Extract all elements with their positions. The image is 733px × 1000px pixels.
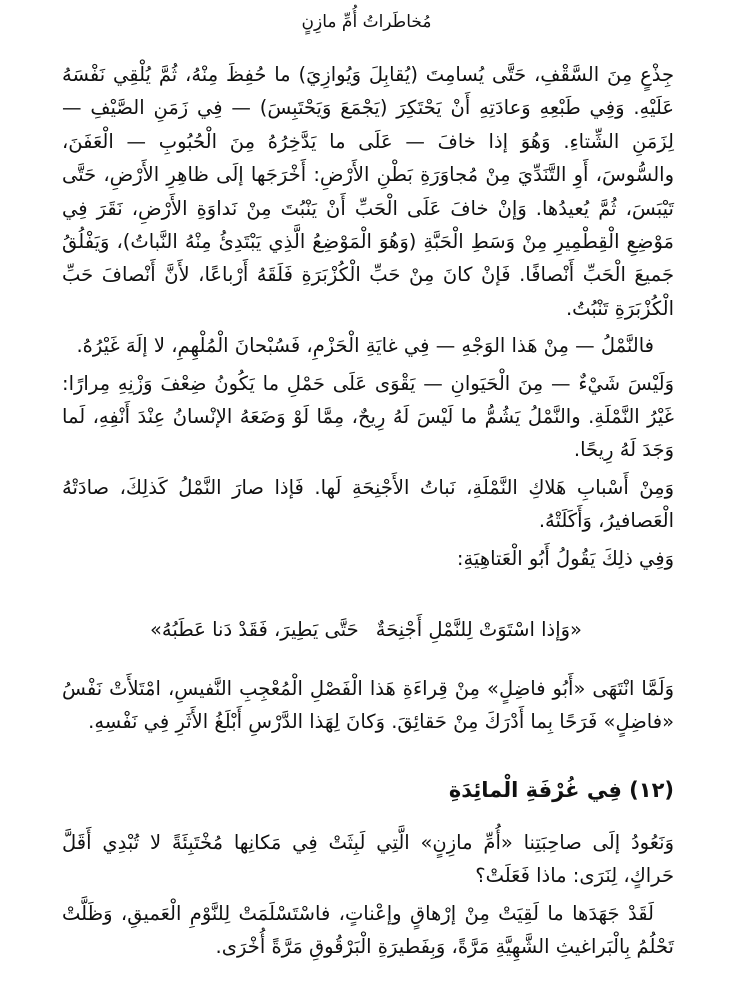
paragraph-deep-sleep: لَقَدْ جَهَدَها ما لَقِيَتْ مِنْ إرْهاقٍ وإعْناتٍ، فاسْتَسْلَمَتْ لِلنَّوْمِ الْعَميقِ، وَظَلَّتْ تَحْلُمُ بِالْبَراغيثِ الشَّهِيَّةِ مَرَّةً، وَبِفَطيرَةِ الْبَرْقُوقِ مَرَّةً أُخْرَى. <box>62 901 674 959</box>
paragraph-ant-strength: وَلَيْسَ شَيْءٌ — مِنَ الْحَيَوانِ — يَقْوَى عَلَى حَمْلِ ما يَكُونُ ضِعْفَ وَزْنِهِ مِرارًا: غَيْرُ النَّمْلَةِ. والنَّمْلُ يَشُمُّ ما لَيْسَ لَهُ رِيحٌ، مِمَّا لَوْ وَضَعَهُ الإنْسانُ عِنْدَ أَنْفِهِ، لَما وَجَدَ لَهُ رِيحًا. <box>62 371 674 462</box>
section-heading: (١٢) فِي غُرْفَةِ الْمائِدَةِ <box>448 778 674 802</box>
poetry-verse <box>150 613 582 647</box>
paragraph-poet-intro: وَفِي ذلِكَ يَقُولُ أَبُو الْعَتاهِيَةِ: <box>456 546 674 570</box>
paragraph-lesson-conclusion: وَلَمَّا انْتَهَى «أَبُو فاضِلٍ» مِنْ قِراءَةِ هَذا الْفَصْلِ الْمُعْجِبِ النَّفيسِ، امْتَلأَتْ نَفْسُ «فاضِلٍ» فَرَحًا بِما أَدْرَكَ مِنْ حَقائِقَ. وَكانَ لِهَذا الدَّرْسِ أَبْلَغُ الأَثَرِ فِي نَفْسِهِ. <box>62 677 674 734</box>
paragraph-ant-prudence: فالنَّمْلُ — مِنْ هَذا الوَجْهِ — فِي غايَةِ الْحَزْمِ، فَسُبْحانَ الْمُلْهِمِ، لا إلَهَ غَيْرُهُ. <box>76 334 654 358</box>
paragraph-return-to-um-mazen: وَنَعُودُ إلَى صاحِبَتِنا «أُمِّ مازِنٍ» الَّتِي لَبِثَتْ فِي مَكانِها مُخْتَبِئَةً لا تُبْدِي أَقَلَّ حَراكٍ، لِنَرَى: ماذا فَعَلَتْ؟ <box>62 831 674 888</box>
verse-first-hemistich: «وَإذا اسْتَوَتْ لِلنَّمْلِ أَجْنِحَةٌ <box>375 618 582 641</box>
running-header: مُخاطَراتُ أُمِّ مازِنٍ <box>301 12 432 32</box>
paragraph-ant-wings: وَمِنْ أَسْبابِ هَلاكِ النَّمْلَةِ، نَباتُ الأَجْنِحَةِ لَها. فَإذا صارَ النَّمْلُ كَذلِكَ، صادَتْهُ الْعَصافيرُ، وَأَكَلَتْهُ. <box>62 475 674 533</box>
verse-second-hemistich: حَتَّى يَطِيرَ، فَقَدْ دَنا عَطَبُهُ» <box>150 618 359 641</box>
section-12-text <box>62 826 674 968</box>
continued-section-text <box>62 58 674 579</box>
paragraph-ant-storage: جِذْعٍ مِنَ السَّقْفِ، حَتَّى يُسامِتَ (يُقابِلَ وَيُوازِيَ) ما حُفِظَ مِنْهُ، ثُمَّ يُلْقِي نَفْسَهُ عَلَيْهِ. وَفِي طَبْعِهِ وَعادَتِهِ أَنْ يَحْتَكِرَ (يَجْمَعَ وَيَحْتَبِسَ) — فِي زَمَنِ الصَّيْفِ — لِزَمَنِ الشِّتاءِ. وَهُوَ إذا خافَ — عَلَى ما يَدَّخِرُهُ مِنَ الْحُبُوبِ — الْعَفَنَ، والسُّوسَ، أَوِ التَّنَدِّيَ مِنْ مُجاوَرَةِ بَطْنِ الأَرْضِ: أَخْرَجَها إلَى ظاهِرِ الأَرْضِ، حَتَّى تَيْبَسَ، ثُمَّ يُعيدُها. وَإنْ خافَ عَلَى الْحَبِّ أَنْ يَنْبُتَ مِنْ نَداوَةِ الأَرْضِ، نَقَرَ فِي مَوْضِعِ الْقِطْمِيرِ مِنْ وَسَطِ الْحَبَّةِ (وَهُوَ الْمَوْضِعُ الَّذِي يَبْتَدِئُ مِنْهُ النَّباتُ)، وَيَفْلُقُ جَميعَ الْحَبِّ أَنْصافًا. فَإنْ كانَ مِنْ حَبِّ الْكُزْبَرَةِ فَلَقَهُ أَرْباعًا، لأَنَّ أَنْصافَ حَبِّ الْكُزْبَرَةِ تَنْبُتُ. <box>62 63 674 320</box>
